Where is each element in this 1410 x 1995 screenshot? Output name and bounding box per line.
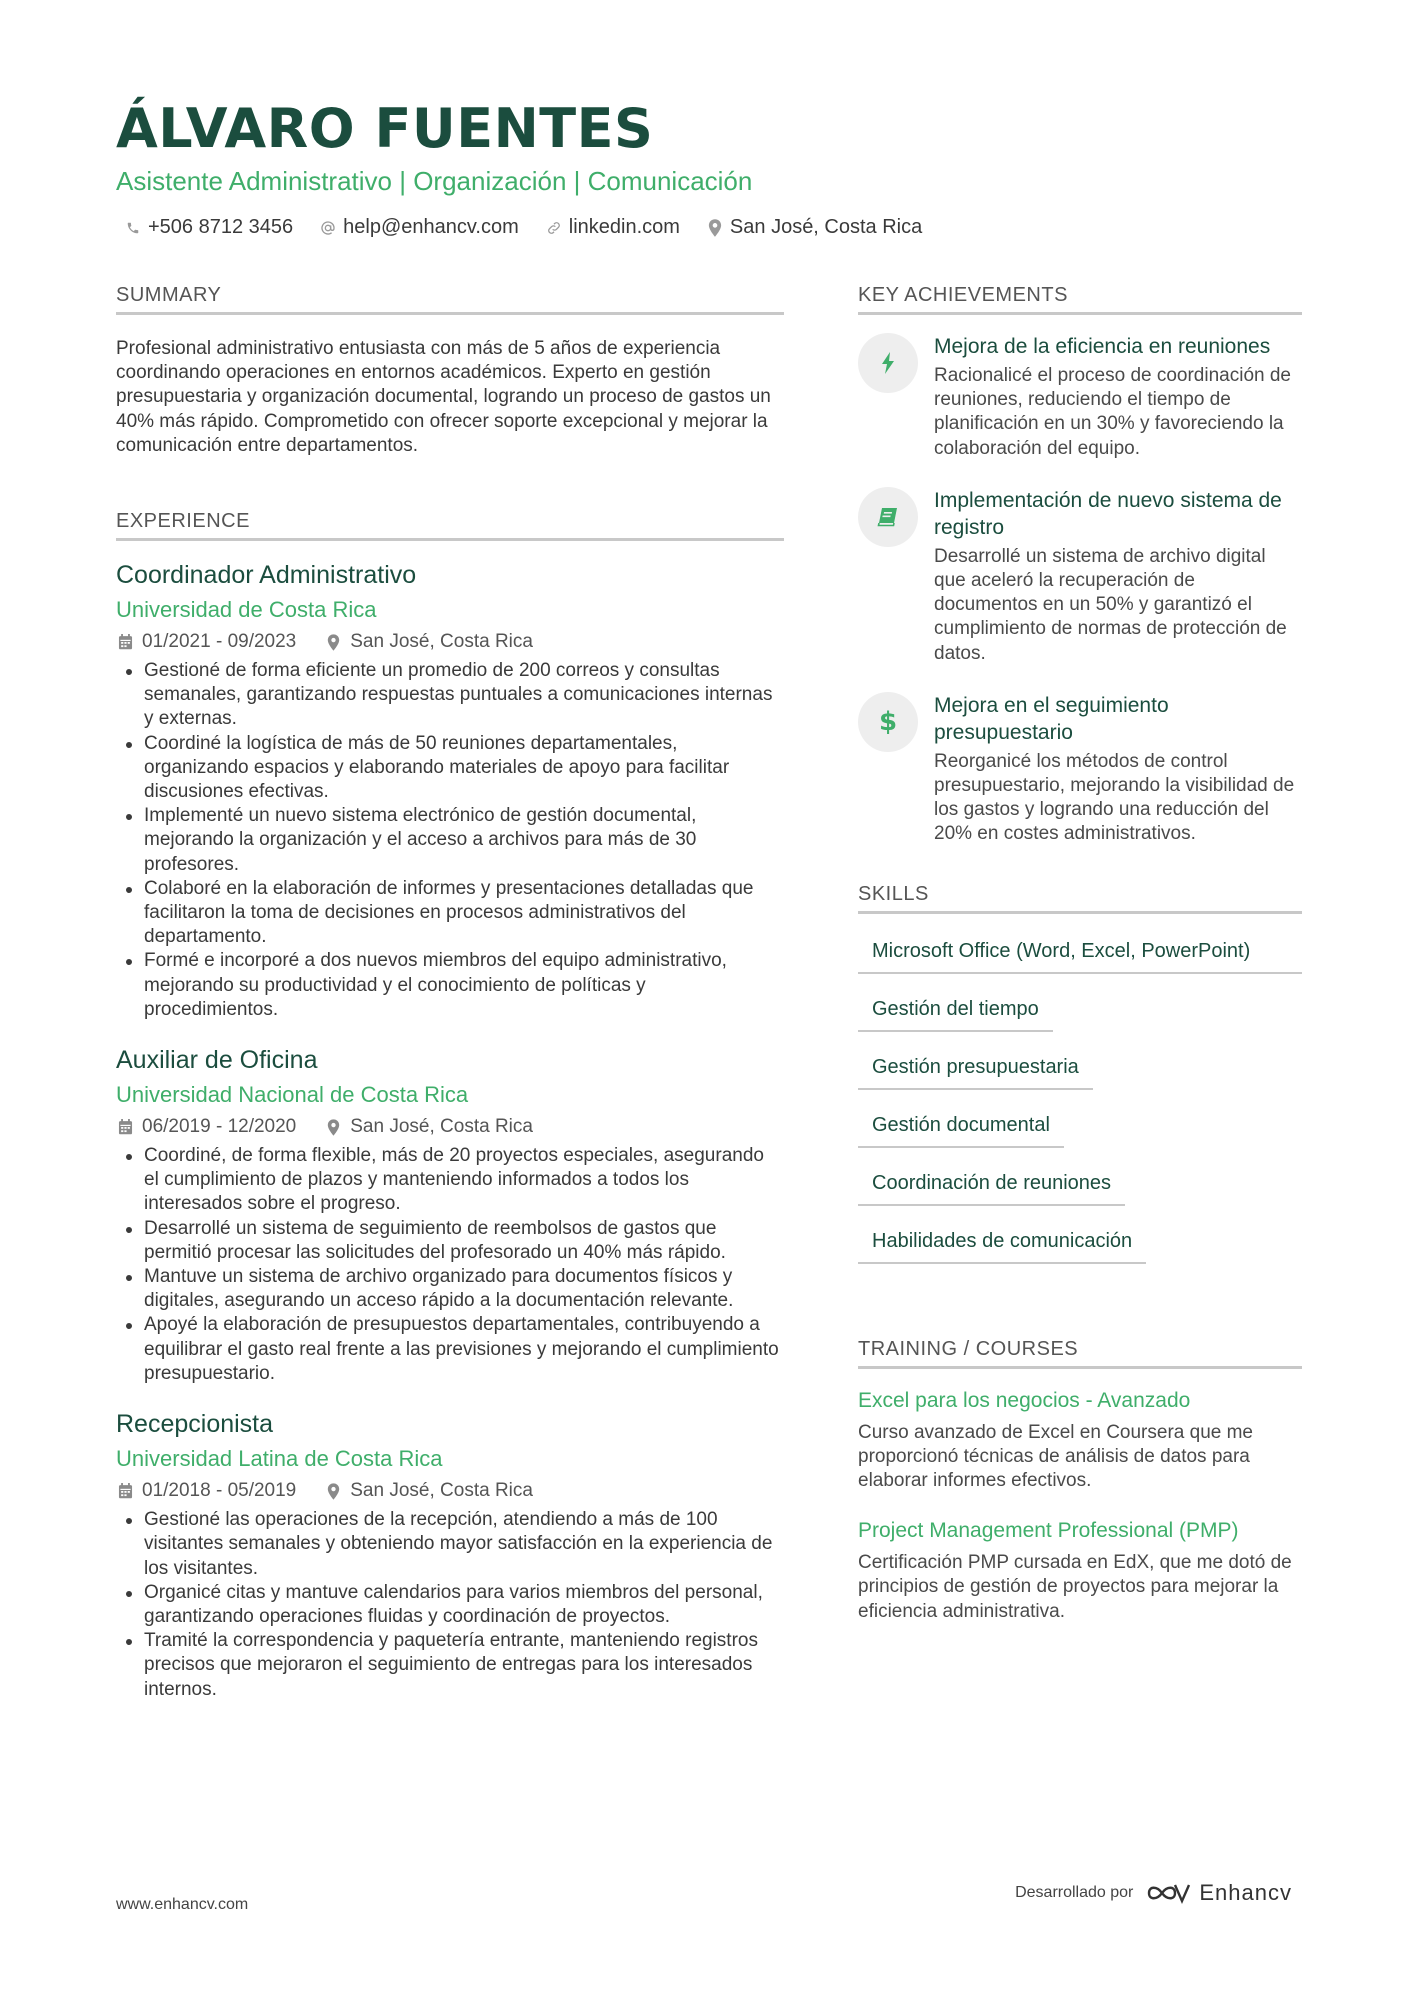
course-desc: Curso avanzado de Excel en Coursera que me proporcionó técnicas de análisis de datos para elaborar informes efectivos. [858,1421,1254,1492]
footer-branding [1015,1880,1292,1906]
job-bullet: Implementé un nuevo sistema electrónico de gestión documental, mejorando la organización y el acceso a archivos para más de 30 profesores. [116,804,784,877]
job-meta [116,629,784,655]
job-dates [116,629,296,655]
lightning-icon [858,333,918,393]
job-dates-text: 06/2019 - 12/2020 [142,1116,297,1138]
job-bullet: Gestioné las operaciones de la recepción, atendiendo a más de 100 visitantes semanales y obteniendo mayor satisfacción en la experiencia de los visitantes. [116,1508,784,1581]
contact-location-text: San José, Costa Rica [729,216,923,238]
skill-tag: Gestión presupuestaria [858,1046,1093,1090]
job-entry [116,1044,784,1386]
job-dates [116,1114,296,1140]
contact-email[interactable] [319,216,519,239]
job-meta [116,1114,784,1140]
skill-tag: Microsoft Office (Word, Excel, PowerPoint) [858,930,1302,974]
job-company: Universidad Nacional de Costa Rica [116,1082,469,1108]
contact-phone-text: +506 8712 3456 [148,216,294,238]
dollar-icon: $ [858,692,918,752]
calendar-icon [116,1118,134,1136]
section-title-skills: SKILLS [858,881,1302,914]
job-location [324,1478,533,1504]
summary-section [116,282,784,458]
location-pin-icon [324,1482,342,1500]
job-location-text: San José, Costa Rica [350,631,533,653]
contact-phone[interactable] [124,216,293,239]
achievement-item [858,333,1302,461]
job-company: Universidad de Costa Rica [116,597,377,623]
job-bullet: Mantuve un sistema de archivo organizado para documentos físicos y digitales, asegurando un acceso rápido a la documentación relevante. [116,1265,784,1313]
job-bullet: Gestioné de forma eficiente un promedio de 200 correos y consultas semanales, garantizando respuestas puntuales a comunicaciones internas y externas. [116,659,784,732]
contact-linkedin-text: linkedin.com [568,216,680,238]
job-bullet: Colaboré en la elaboración de informes y presentaciones detalladas que facilitaron la toma de decisiones en procesos administrativos del departamento. [116,877,784,950]
course-title: Excel para los negocios - Avanzado [858,1388,1191,1412]
location-pin-icon [324,633,342,651]
footer-powered-by: Desarrollado por [1015,1884,1134,1901]
skill-tag: Gestión del tiempo [858,988,1053,1032]
job-location-text: San José, Costa Rica [350,1480,533,1502]
summary-text: Profesional administrativo entusiasta con más de 5 años de experiencia coordinando operaciones en entornos académicos. Experto en gestión presupuestaria y organización documental, logrando un proceso de gastos un 40% más rápido. Comprometido con ofrecer soporte excepcional y mejorar la comunicación entre departamentos. [116,338,771,456]
job-bullet: Apoyé la elaboración de presupuestos departamentales, contribuyendo a equilibrar el gasto real frente a las previsiones y mejorando el cumplimiento presupuestario. [116,1313,784,1386]
calendar-icon [116,633,134,651]
achievement-item [858,487,1302,666]
job-title: Coordinador Administrativo [116,561,417,590]
job-company: Universidad Latina de Costa Rica [116,1446,443,1472]
achievement-title: Implementación de nuevo sistema de registro [934,488,1282,539]
link-icon [545,219,563,237]
job-bullets [116,1144,784,1386]
job-location-text: San José, Costa Rica [350,1116,533,1138]
section-title-training: TRAINING / COURSES [858,1336,1302,1369]
skills-section [858,881,1302,1278]
job-bullet: Tramité la correspondencia y paquetería entrante, manteniendo registros precisos que mejoraron el seguimiento de entregas para los interesados internos. [116,1629,784,1702]
job-title: Recepcionista [116,1410,274,1439]
candidate-subtitle: Asistente Administrativo | Organización | Comunicación [116,166,753,196]
location-pin-icon [706,219,724,237]
section-title-summary: SUMMARY [116,282,784,315]
location-pin-icon [324,1118,342,1136]
achievement-desc: Racionalicé el proceso de coordinación de reuniones, reduciendo el tiempo de planificación en un 30% y favoreciendo la colaboración del equipo. [934,365,1292,459]
skill-tag: Gestión documental [858,1104,1064,1148]
right-column [858,282,1302,1648]
achievement-item [858,692,1302,847]
job-meta [116,1478,784,1504]
job-bullet: Desarrollé un sistema de seguimiento de reembolsos de gastos que permitió procesar las solicitudes del profesorado un 40% más rápido. [116,1217,784,1265]
footer-website[interactable]: www.enhancv.com [116,1896,249,1913]
calendar-icon [116,1482,134,1500]
course-title: Project Management Professional (PMP) [858,1519,1239,1543]
job-bullets [116,1508,784,1702]
course-item [858,1517,1302,1624]
course-item [858,1387,1302,1494]
contact-linkedin[interactable] [545,216,680,239]
job-bullet: Organicé citas y mantuve calendarios para varios miembros del personal, garantizando operaciones fluidas y coordinación de proyectos. [116,1581,784,1629]
achievement-desc: Reorganicé los métodos de control presupuestario, mejorando la visibilidad de los gastos y logrando una reducción del 20% en costes administrativos. [934,750,1295,845]
footer-brand-name[interactable]: Enhancv [1199,1880,1292,1905]
achievement-desc: Desarrollé un sistema de archivo digital que aceleró la recuperación de documentos en un 50% y garantizó el cumplimiento de normas de protección de datos. [934,545,1287,664]
achievements-section [858,282,1302,847]
section-title-experience: EXPERIENCE [116,508,784,541]
job-dates-text: 01/2018 - 05/2019 [142,1480,297,1502]
book-icon [858,487,918,547]
resume-header [116,96,1316,239]
job-bullet: Coordiné la logística de más de 50 reuniones departamentales, organizando espacios y elaborando materiales de apoyo para facilitar discusiones efectivas. [116,732,784,805]
job-dates [116,1478,296,1504]
job-entry [116,559,784,1022]
job-entry [116,1408,784,1702]
job-bullet: Formé e incorporé a dos nuevos miembros del equipo administrativo, mejorando su productividad y el conocimiento de políticas y procedimientos. [116,949,784,1022]
training-section [858,1336,1302,1624]
job-bullet: Coordiné, de forma flexible, más de 20 proyectos especiales, asegurando el cumplimiento de plazos y manteniendo informados a todos los interesados sobre el progreso. [116,1144,784,1217]
enhancv-logo-icon [1145,1881,1191,1905]
achievement-title: Mejora de la eficiencia en reuniones [934,335,1271,358]
skills-list [858,930,1302,1278]
course-desc: Certificación PMP cursada en EdX, que me dotó de principios de gestión de proyectos para mejorar la eficiencia administrativa. [858,1552,1292,1622]
phone-icon [124,219,142,237]
experience-section [116,508,784,1702]
contact-email-text: help@enhancv.com [343,216,519,238]
at-icon [319,219,337,237]
contact-location [706,216,922,239]
candidate-name: ÁLVARO FUENTES [116,97,654,160]
job-dates-text: 01/2021 - 09/2023 [142,631,297,653]
job-bullets [116,659,784,1022]
job-location [324,629,533,655]
left-column [116,282,784,1724]
skill-tag: Coordinación de reuniones [858,1162,1125,1206]
job-location [324,1114,533,1140]
section-title-achievements: KEY ACHIEVEMENTS [858,282,1302,315]
achievement-title: Mejora en el seguimiento presupuestario [934,693,1169,744]
skill-tag: Habilidades de comunicación [858,1220,1146,1264]
contact-bar [124,216,1316,239]
job-title: Auxiliar de Oficina [116,1046,318,1075]
